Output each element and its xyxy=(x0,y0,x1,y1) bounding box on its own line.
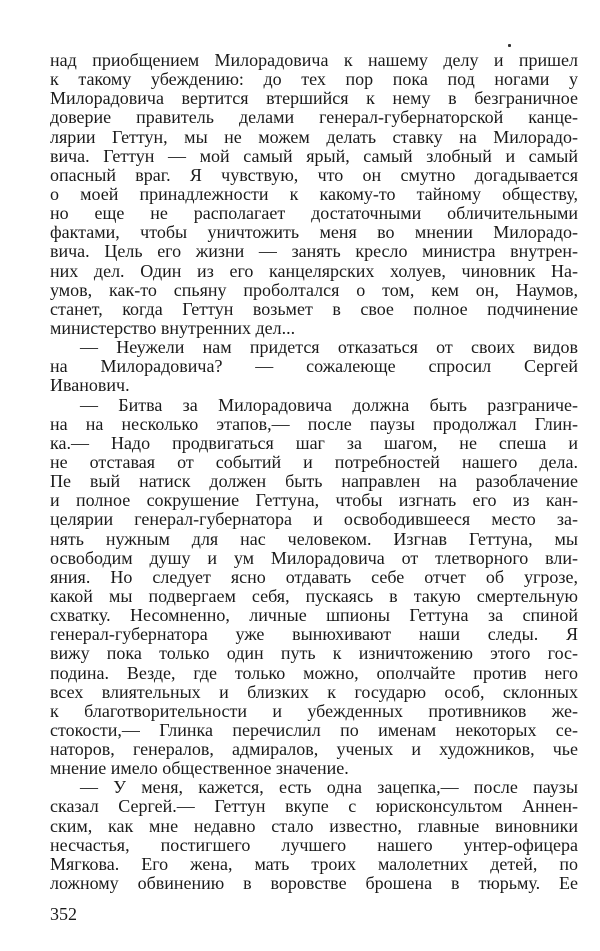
text-line: министерство внутренних дел... xyxy=(50,318,296,338)
text-line: — Неужели нам придется отказаться от своих видов xyxy=(80,338,578,358)
text-line: схватку. Несомненно, личные шпионы Геттуна за спиной xyxy=(50,606,578,626)
text-line: наторов, генералов, адмиралов, ученых и художников, чье xyxy=(50,740,578,760)
text-line: генерал-губернатора уже вынюхивают наши следы. Я xyxy=(50,625,578,645)
text-line: ка.— Надо продвигаться шаг за шагом, не спеша и xyxy=(50,433,578,453)
text-line: и полное сокрушение Геттуна, чтобы изгнать его из кан- xyxy=(50,491,578,511)
text-line: Мягкова. Его жена, мать троих малолетних детей, по xyxy=(50,854,578,874)
text-line: умов, как-то спьяну проболтался о том, кем он, Наумов, xyxy=(50,280,578,300)
text-line: Милорадовича вертится втершийся к нему в безграничное xyxy=(50,89,578,109)
text-line: какой мы подвергаем себя, пускаясь в такую смертельную xyxy=(50,586,578,606)
text-line: вича. Цель его жизни — занять кресло министра внутрен- xyxy=(50,242,578,262)
text-line: но еще не располагает достаточными обличительными xyxy=(50,204,578,224)
text-line: стокости,— Глинка перечислил по именам некоторых се- xyxy=(50,720,578,740)
text-line: не отставая от событий и потребностей нашего дела. xyxy=(50,452,578,472)
text-line: Иванович. xyxy=(50,376,130,396)
text-line: подина. Везде, где только можно, ополчайте против него xyxy=(50,663,578,683)
text-line: фактами, чтобы уничтожить меня во мнении Милорадо- xyxy=(50,223,578,243)
text-line: несчастья, постигшего лучшего нашего унтер-офицера xyxy=(50,835,578,855)
text-line: к такому убеждению: до тех пор пока под ногами у xyxy=(50,70,578,90)
text-line: Пе вый натиск должен быть направлен на разоблачение xyxy=(50,472,578,492)
text-line: доверие правитель делами генерал-губернаторской канце- xyxy=(50,108,578,128)
text-line: вижу пока только один путь к изничтожению этого гос- xyxy=(50,644,578,664)
text-line: над приобщением Милорадовича к нашему делу и пришел xyxy=(50,51,578,70)
text-line: лярии Геттун, мы не можем делать ставку на Милорадо- xyxy=(50,127,578,147)
text-line: на на несколько этапов,— после паузы продолжал Глин- xyxy=(50,414,578,434)
text-line: о моей принадлежности к какому-то тайному обществу, xyxy=(50,184,578,204)
text-line: яния. Но следует ясно отдавать себе отчет об угрозе, xyxy=(50,567,578,587)
text-line: ложному обвинению в воровстве брошена в тюрьму. Ее xyxy=(50,874,578,894)
text-line: сказал Сергей.— Геттун вкупе с юрисконсультом Аннен- xyxy=(50,797,578,817)
text-line: освободим душу и ум Милорадовича от тлетворного вли- xyxy=(50,548,578,568)
text-line: — Битва за Милорадовича должна быть разграниче- xyxy=(80,395,578,415)
text-line: ским, как мне недавно стало известно, главные виновники xyxy=(50,816,578,836)
text-line: них дел. Один из его канцелярских холуев, чиновник На- xyxy=(50,261,578,281)
text-line: — У меня, кажется, есть одна зацепка,— после паузы xyxy=(80,778,578,798)
text-line: опасный враг. Я чувствую, что он смутно догадывается xyxy=(50,165,578,185)
book-page-text xyxy=(50,51,578,893)
text-line: всех влиятельных и близких к государю особ, склонных xyxy=(50,682,578,702)
scan-speck xyxy=(508,44,511,47)
text-line: вича. Геттун — мой самый ярый, самый злобный и самый xyxy=(50,146,578,166)
text-line: мнение имело общественное значение. xyxy=(50,759,349,779)
text-line: станет, когда Геттун возьмет в свое полное подчинение xyxy=(50,299,578,319)
text-line: нять нужным для нас человеком. Изгнав Геттуна, мы xyxy=(50,529,578,549)
text-line: целярии генерал-губернатора и освободившееся место за- xyxy=(50,510,578,530)
text-line: к благотворительности и убежденных противников же- xyxy=(50,701,578,721)
page-number: 352 xyxy=(50,904,77,924)
text-line: на Милорадовича? — сожалеюще спросил Сергей xyxy=(50,357,578,377)
